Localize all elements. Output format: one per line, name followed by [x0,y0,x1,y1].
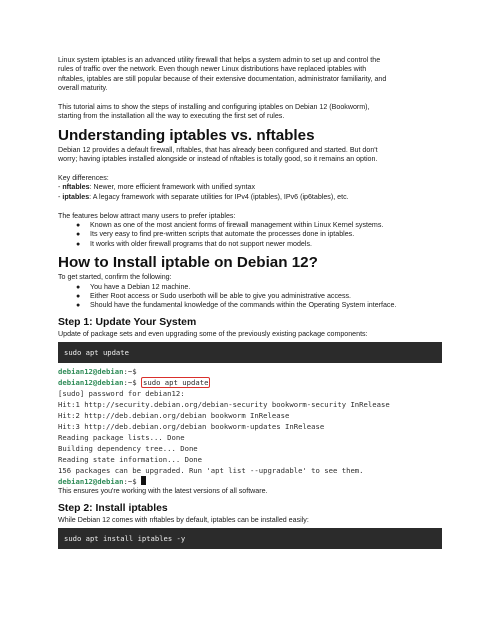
terminal-command-line: debian12@debian:~$ sudo apt update [58,378,209,388]
bullet-icon: ● [76,240,81,248]
list-item: ● Known as one of the most ancient forms of firewall management within Linux Kernel systems. [76,221,384,230]
bullet-icon: ● [76,231,81,239]
step2-desc: While Debian 12 comes with nftables by default, iptables can be installed easily: [58,515,309,524]
diff-desc: : Newer, more efficient framework with unified syntax [89,183,256,192]
terminal-line: Hit:3 http://deb.debian.org/debian bookworm-updates InRelease [58,422,325,432]
step1-heading: Step 1: Update Your System [58,316,197,328]
intro-line: rules of traffic over the network. Even though newer Linux distributions have replaced iptables with [58,65,367,74]
intro-line: Linux system iptables is an advanced utility firewall that helps a system admin to set up and control the [58,56,381,64]
section1-para-line: Debian 12 provides a default firewall, nftables, that has already been configured and started. But don't [58,145,378,154]
list-item: ● It works with older firewall programs that do not support newer models. [76,239,312,248]
document-content [58,56,442,552]
highlighted-command: sudo apt update [142,378,209,388]
terminal-line: Hit:1 http://security.debian.org/debian-security bookworm-security InRelease [58,400,390,410]
tutorial-line: This tutorial aims to show the steps of installing and configuring iptables on Debian 12 (Bookworm), [58,103,370,112]
terminal-output [58,366,442,487]
code-block-apt-update[interactable]: sudo apt update [58,342,442,363]
terminal-line: Building dependency tree... Done [58,444,198,454]
diff-desc: : A legacy framework with separate utilities for IPv4 (iptables), IPv6 (ip6tables), etc. [89,192,349,201]
diff-item-nftables: - nftables: Newer, more efficient framework with unified syntax [58,183,256,192]
list-item: ● Either Root access or Sudo userboth will be able to give you administrative access. [76,292,352,301]
terminal-prompt-line: debian12@debian:~$ [58,367,137,377]
list-item: ● Its very easy to find pre-written scripts that automate the processes done in iptables. [76,230,355,239]
step1-after: This ensures you're working with the latest versions of all software. [58,487,268,496]
terminal-line: [sudo] password for debian12: [58,389,185,399]
bullet-icon: ● [76,283,81,291]
intro-line: overall maturity. [58,84,108,93]
terminal-prompt-line: debian12@debian:~$ [58,476,442,487]
diff-item-iptables: - iptables: A legacy framework with separate utilities for IPv4 (iptables), IPv6 (ip6tables), etc. [58,192,349,201]
bullet-icon: ● [76,222,81,230]
list-item: ● Should have the fundamental knowledge of the commands within the Operating System interface. [76,301,397,310]
bullet-icon: ● [76,293,81,301]
features-label: The features below attract many users to prefer iptables: [58,211,236,220]
intro-line: nftables, iptables are still popular because of their extensive documentation, administrator familiarity, and [58,74,387,83]
terminal-line: Reading package lists... Done [58,433,185,443]
code-block-install-iptables[interactable]: sudo apt install iptables -y [58,528,442,549]
step2-heading: Step 2: Install iptables [58,502,168,514]
step1-desc: Update of package sets and even upgrading some of the previously existing package components: [58,329,368,338]
features-list [58,221,442,249]
list-item: ● You have a Debian 12 machine. [76,282,191,291]
terminal-line: Hit:2 http://deb.debian.org/debian bookworm InRelease [58,411,290,421]
bullet-icon: ● [76,302,81,310]
section-heading-iptables-vs-nftables: Understanding iptables vs. nftables [58,126,315,144]
prereq-list [58,283,442,311]
cursor-icon [141,476,146,485]
prereq-intro: To get started, confirm the following: [58,273,172,282]
terminal-line: 156 packages can be upgraded. Run 'apt list --upgradable' to see them. [58,466,364,476]
diff-term: iptables [62,192,90,201]
terminal-line: Reading state information... Done [58,455,203,465]
section-heading-install: How to Install iptable on Debian 12? [58,254,318,272]
section1-para-line: worry; having iptables installed alongside or instead of nftables is totally good, so it remains an option. [58,155,378,164]
diff-term: nftables [62,183,90,192]
tutorial-line: starting from the installation all the way to executing the first set of rules. [58,112,285,121]
key-differences-label: Key differences: [58,174,109,183]
